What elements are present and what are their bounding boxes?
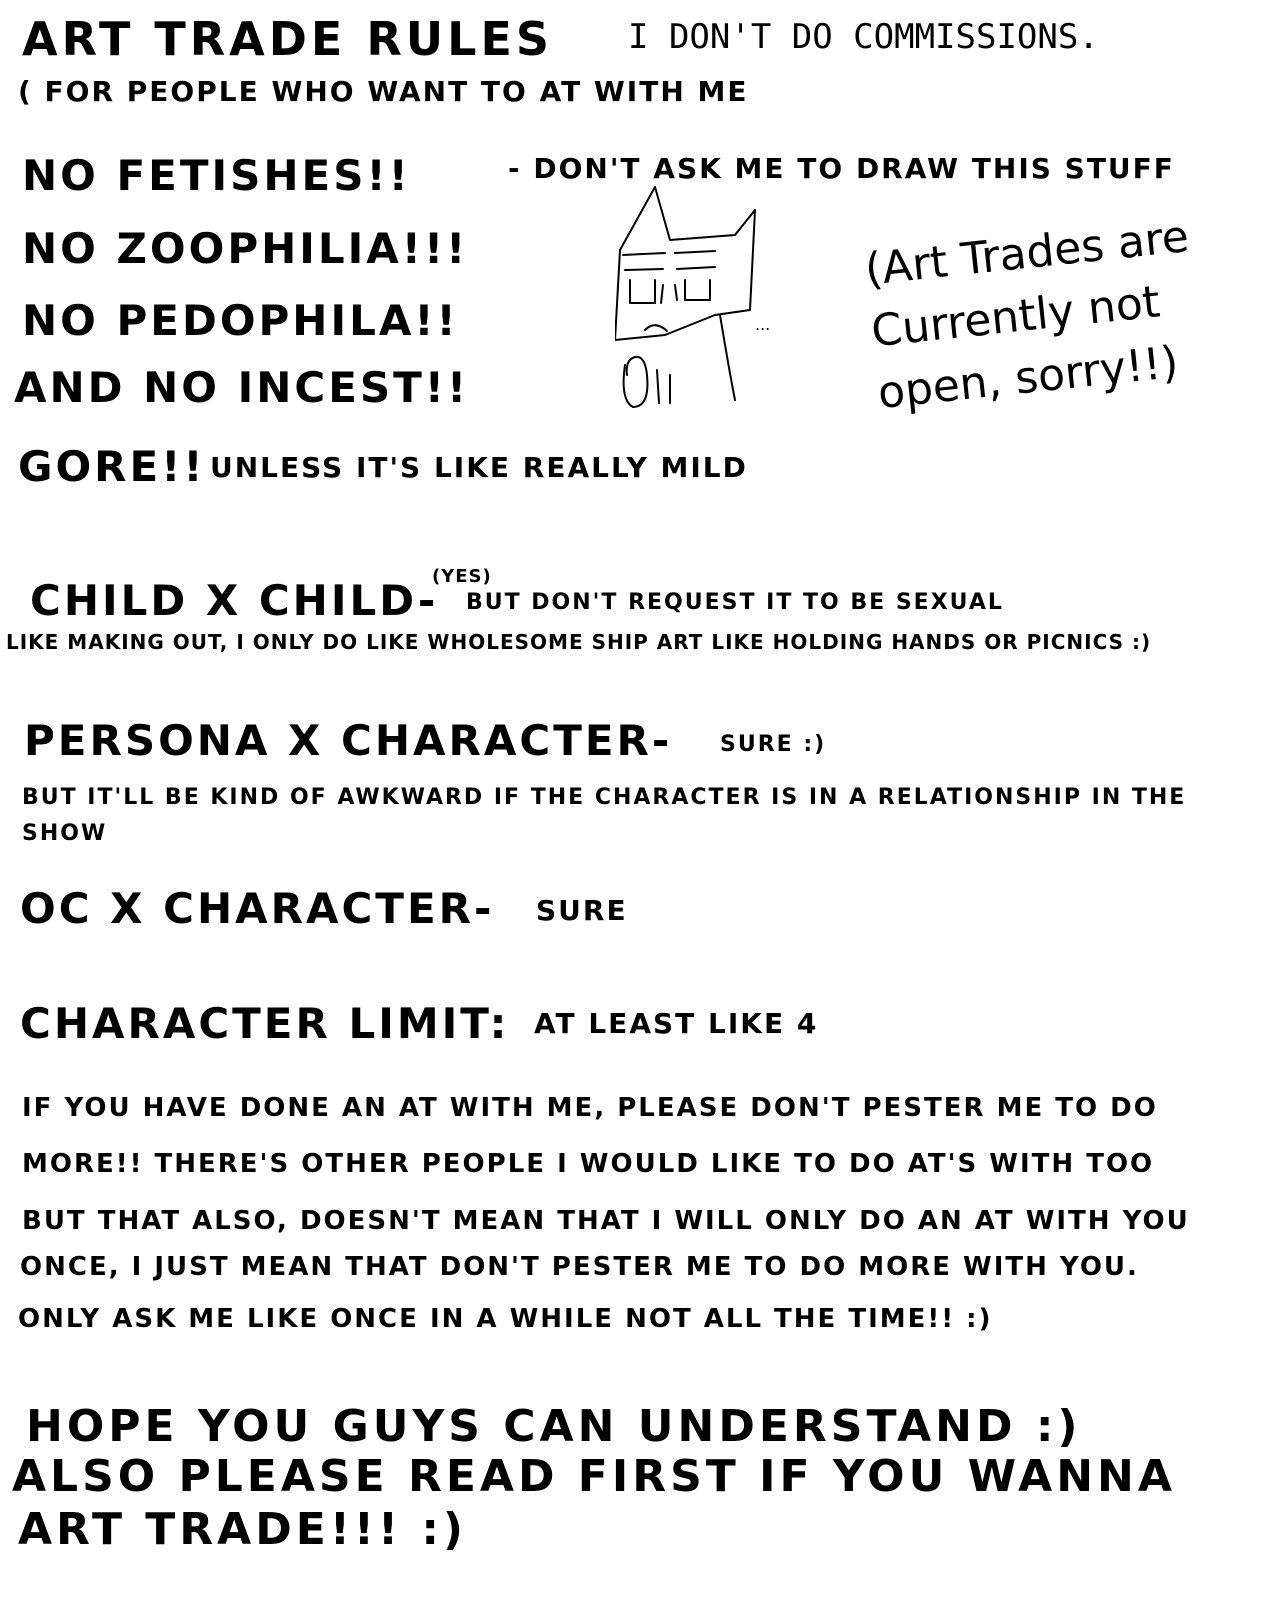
art-trades-closed-note [862, 206, 1210, 425]
gore-label: GORE!! [18, 442, 206, 491]
commissions-note: I DON'T DO COMMISSIONS. [628, 17, 1099, 57]
persona-ship-note: BUT IT'LL BE KIND OF AWKWARD IF THE CHARACTER IS IN A RELATIONSHIP IN THE [22, 785, 1187, 810]
closing-line-3: ART TRADE!!! :) [18, 1504, 468, 1555]
page-title: ART TRADE RULES [22, 12, 554, 66]
child-ship-yes: (YES) [432, 566, 492, 587]
restrictions-side-note: - DON'T ASK ME TO DRAW THIS STUFF [508, 152, 1175, 185]
rule-no-fetishes: NO FETISHES!! [22, 151, 411, 200]
doodle-ellipsis: ... [755, 315, 771, 334]
persona-ship-note-2: SHOW [22, 821, 108, 846]
character-limit-value: AT LEAST LIKE 4 [534, 1007, 819, 1040]
gore-note: UNLESS IT'S LIKE REALLY MILD [210, 451, 748, 484]
rule-no-incest: AND NO INCEST!! [14, 363, 470, 412]
rule-no-zoophilia: NO ZOOPHILIA!!! [22, 224, 469, 273]
pester-line-4: ONCE, I JUST MEAN THAT DON'T PESTER ME TO DO MORE WITH YOU. [20, 1252, 1139, 1282]
pester-line-5: ONLY ASK ME LIKE ONCE IN A WHILE NOT ALL THE TIME!! :) [18, 1304, 993, 1334]
rule-no-pedophila: NO PEDOPHILA!! [22, 296, 459, 345]
page-subtitle: ( FOR PEOPLE WHO WANT TO AT WITH ME [18, 75, 749, 108]
pester-line-2: MORE!! THERE'S OTHER PEOPLE I WOULD LIKE TO DO AT'S WITH TOO [22, 1149, 1155, 1179]
child-ship-label: CHILD X CHILD- [30, 576, 439, 625]
oc-ship-label: OC X CHARACTER- [20, 884, 495, 933]
note-line-1: (Art Trades are [862, 210, 1192, 296]
persona-ship-label: PERSONA X CHARACTER- [24, 716, 673, 765]
character-limit-label: CHARACTER LIMIT: [20, 999, 510, 1048]
pester-line-3: BUT THAT ALSO, DOESN'T MEAN THAT I WILL ONLY DO AN AT WITH YOU [22, 1206, 1190, 1236]
pester-line-1: IF YOU HAVE DONE AN AT WITH ME, PLEASE DON'T PESTER ME TO DO [22, 1093, 1158, 1123]
closing-line-2: ALSO PLEASE READ FIRST IF YOU WANNA [12, 1451, 1176, 1502]
cat-doodle-drawing [615, 185, 835, 435]
note-line-3: open, sorry!!) [875, 336, 1181, 420]
persona-ship-answer: SURE :) [720, 732, 827, 757]
child-ship-note: BUT DON'T REQUEST IT TO BE SEXUAL [466, 590, 1004, 615]
closing-line-1: HOPE YOU GUYS CAN UNDERSTAND :) [26, 1401, 1082, 1452]
oc-ship-answer: SURE [536, 894, 628, 927]
note-line-2: Currently not [869, 276, 1163, 358]
child-ship-note-2: LIKE MAKING OUT, I ONLY DO LIKE WHOLESOME SHIP ART LIKE HOLDING HANDS OR PICNICS :) [6, 630, 1152, 654]
